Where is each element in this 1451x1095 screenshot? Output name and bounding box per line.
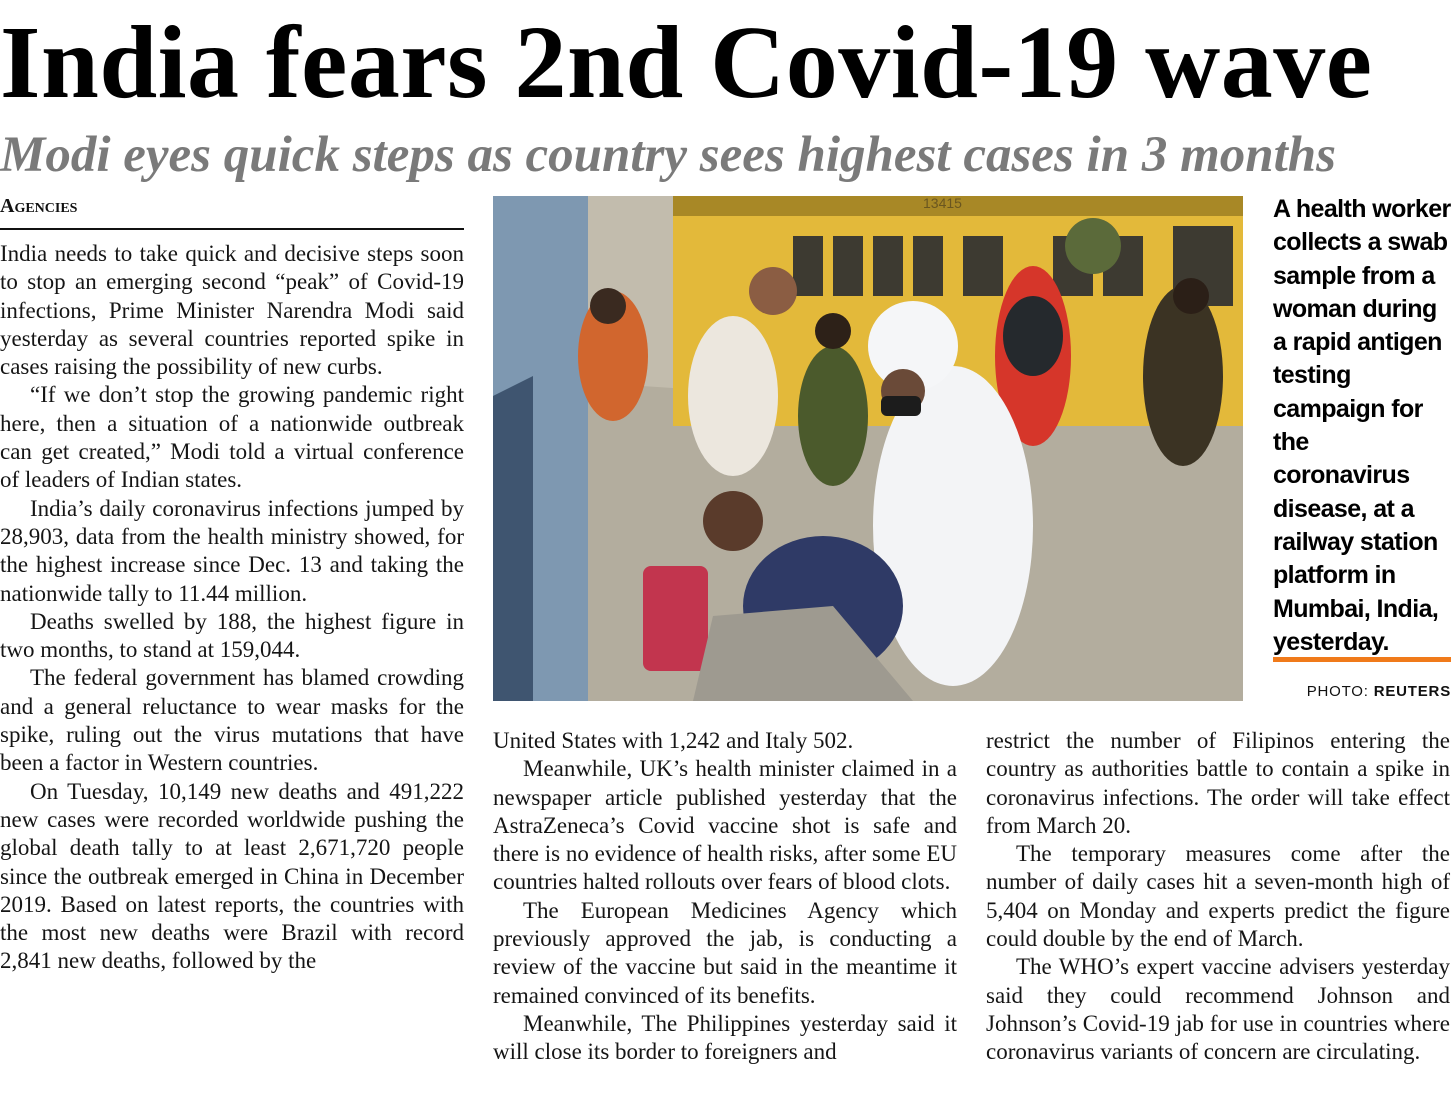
news-photo [493,196,1243,701]
photo-caption: A health worker collects a swab sample from a woman during a rapid antigen testing campaign for the coronavirus disease, at a railway station platform in Mumbai, India, yesterday. [1273,195,1451,656]
article-paragraph: United States with 1,242 and Italy 502. [493,728,854,753]
article-paragraph: India’s daily coronavirus infections jumped by 28,903, data from the health ministry showed, for the highest increase since Dec. 13 and taking the nationwide tally to 11.44 million. [0,495,464,606]
article-paragraph: Meanwhile, UK’s health minister claimed in a newspaper article published yesterday that the AstraZeneca’s Covid vaccine shot is safe and there is no evidence of health risks, after some EU countries halted rollouts over fears of blood clots. [493,756,957,895]
article-paragraph: The federal government has blamed crowding and a general reluctance to wear masks for the spike, ruling out the virus mutations that have been a factor in Western countries. [0,665,464,776]
article-paragraph: Deaths swelled by 188, the highest figure in two months, to stand at 159,044. [0,608,464,663]
photo-credit [1273,683,1451,700]
train-number: 13415 [923,196,962,211]
article-column-1 [0,240,464,976]
article-paragraph: On Tuesday, 10,149 new deaths and 491,222 new cases were recorded worldwide pushing the global death tally to at least 2,671,720 people since the outbreak emerged in China in December 2019. Based on latest reports, the countries with the most new deaths were Brazil with record 2,841 new deaths, followed by the [0,778,464,974]
article-paragraph: The WHO’s expert vaccine advisers yesterday said they could recommend Johnson and Johnson’s Covid-19 jab for use in countries where coronavirus variants of concern are circulating. [986,954,1450,1065]
photo-credit-source: REUTERS [1373,683,1451,700]
article-column-3 [986,727,1450,1067]
byline: Agencies [0,192,464,230]
article-paragraph: “If we don’t stop the growing pandemic right here, then a situation of a nationwide outbreak can get created,” Modi told a virtual conference of leaders of Indian states. [0,382,464,493]
subheadline: Modi eyes quick steps as country sees highest cases in 3 months [0,127,1336,183]
article-paragraph: restrict the number of Filipinos entering the country as authorities battle to contain a spike in coronavirus infections. The order will take effect from March 20. [986,728,1450,838]
photo-credit-label: PHOTO: [1306,683,1369,700]
article-paragraph: India needs to take quick and decisive steps soon to stop an emerging second “peak” of Covid-19 infections, Prime Minister Narendra Modi said yesterday as several countries reported spike in cases raising the possibility of new curbs. [0,241,464,380]
article-paragraph: Meanwhile, The Philippines yesterday said it will close its border to foreigners and [493,1010,957,1065]
headline: India fears 2nd Covid-19 wave [0,5,1373,120]
photo-illustration [493,196,1243,701]
article-paragraph: The temporary measures come after the number of daily cases hit a seven-month high of 5,404 on Monday and experts predict the figure could double by the end of March. [986,841,1450,952]
caption-divider [1273,657,1451,662]
article-paragraph: The European Medicines Agency which previously approved the jab, is conducting a review of the vaccine but said in the meantime it remained convinced of its benefits. [493,897,957,1008]
article-column-2 [493,727,957,1067]
